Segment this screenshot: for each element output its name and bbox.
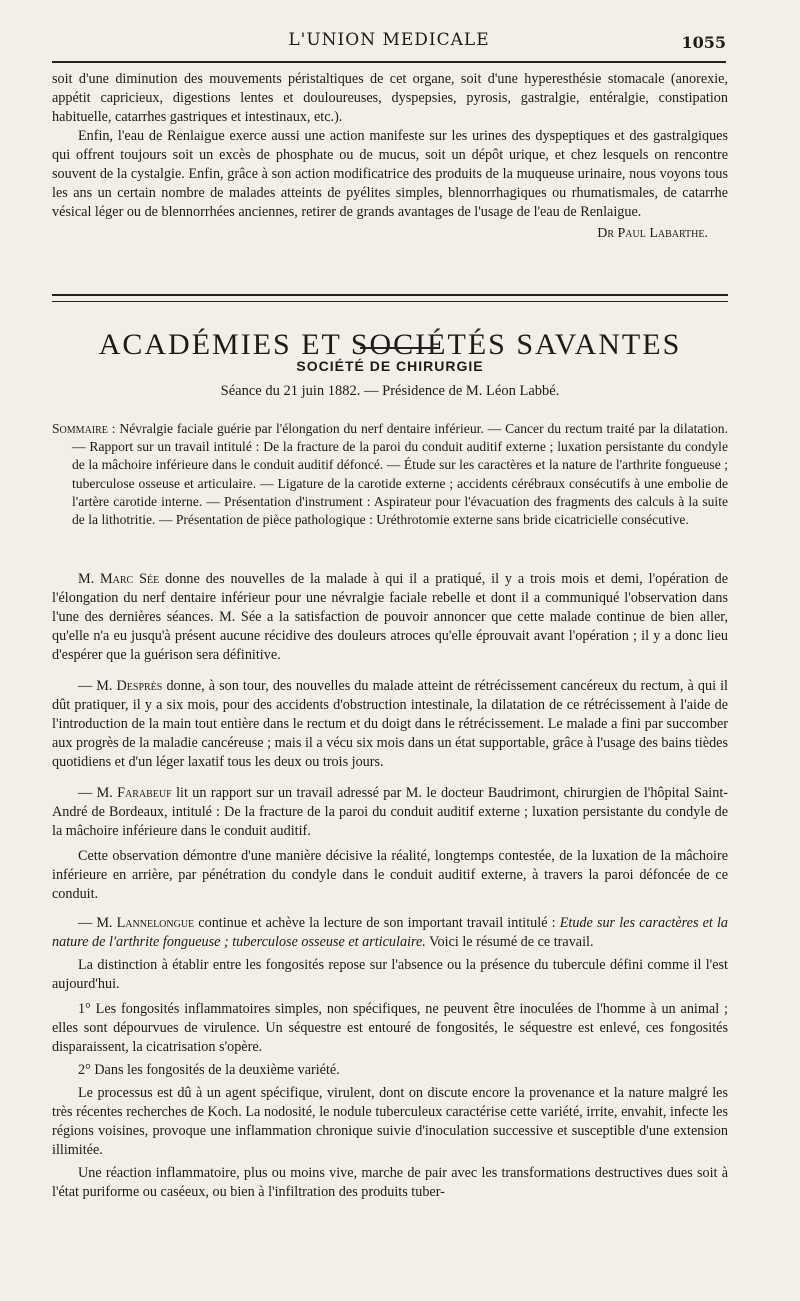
paragraph-distinction: La distinction à établir entre les fongosités repose sur l'absence ou la présence du tubercule défini comme il l'est aujourd'hui. xyxy=(52,957,728,992)
intro-paragraph-2: Enfin, l'eau de Renlaigue exerce aussi une action manifeste sur les urines des dyspeptiques et des gastralgiques qui offrent toujours soit un excès de phosphate ou de mucus, soit un dépôt urique, et chez lesquels on rencontre souvent de la cystalgie. Enfin, grâce à son action modificatrice des produits de la muqueuse urinaire, nous voyons tous les ans un certain nombre de malades atteints de pyélites simples, blennorrhagiques ou rhumatismales, de catarrhe vésical léger ou de blennorrhées anciennes, retirer de grands avantages de l'usage de l'eau de Renlaigue. xyxy=(52,128,728,220)
speaker-see: M. Marc Sée xyxy=(78,571,160,587)
header-rule xyxy=(52,61,726,63)
paragraph-point-1: 1° Les fongosités inflammatoires simples, non spécifiques, ne peuvent être inoculées de l'homme à un animal ; elles sont dépourvues de virulence. Un séquestre est entouré de fongosités, le séquestre est enlevé, ces fongosités disparaissent, la cicatrisation s'opère. xyxy=(52,1001,728,1055)
lead-lannelongue: — M. xyxy=(78,915,117,931)
intro-paragraph-1: soit d'une diminution des mouvements péristaltiques de cet organe, soit d'une hyperesthésie stomacale (anorexie, appétit capricieux, digestions lentes et douloureuses, dyspepsies, pyrosis, gastralgie, entéralgie, constipation habituelle, catarrhes gastriques et intestinaux, etc.). xyxy=(52,71,728,125)
text-see: donne des nouvelles de la malade à qui il a pratiqué, il y a trois mois et demi, l'opération de l'élongation du nerf dentaire inférieur pour une névralgie faciale rebelle et dont il a communiqué l'observation dans l'une des dernières séances. M. Sée a la satisfaction de pouvoir annoncer que cette malade continue de bien aller, qu'elle n'a eu jusqu'à présent aucune récidive des douleurs atroces qu'elle éprouvait avant l'opération ; il y a donc lieu d'espérer que la guérison sera définitive. xyxy=(52,571,728,663)
society-heading: SOCIÉTÉ DE CHIRURGIE xyxy=(296,358,484,374)
text-lannelongue-1: continue et achève la lecture de son important travail intitulé : xyxy=(194,915,560,931)
paragraph-point-2: 2° Dans les fongosités de la deuxième variété. xyxy=(78,1062,340,1078)
paragraph-lannelongue xyxy=(52,914,728,952)
body-block xyxy=(52,570,728,1202)
summary-label: Sommaire xyxy=(52,421,108,436)
lead-despres: — M. xyxy=(78,678,117,694)
speaker-farabeuf: Farabeuf xyxy=(117,785,172,801)
paragraph-see xyxy=(52,570,728,665)
page-number: 1055 xyxy=(681,33,726,52)
section-title: ACADÉMIES ET SOCIÉTÉS SAVANTES xyxy=(98,328,682,362)
running-title: L'UNION MEDICALE xyxy=(288,30,490,50)
work-title: Etude sur les caractères et la nature de l'arthrite fongueuse ; tuberculose osseuse et articulaire. xyxy=(52,915,729,950)
paragraph-despres xyxy=(52,677,728,772)
paragraph-processus: Le processus est dû à un agent spécifique, virulent, dont on discute encore la provenance et la nature malgré les très récentes recherches de Koch. La nodosité, le nodule tuberculeux caractérise cette variété, irrite, envahit, infecte les régions voisines, provoque une inflammation chronique suivie d'inoculation successive et susceptible d'une extension illimitée. xyxy=(52,1085,728,1158)
speaker-lannelongue: Lannelongue xyxy=(116,915,195,931)
page-header xyxy=(52,30,726,58)
paragraph-reaction: Une réaction inflammatoire, plus ou moins vive, marche de pair avec les transformations destructives dues soit à l'état puriforme ou caséeux, ou bien à l'infiltration des produits tuber- xyxy=(52,1165,728,1200)
speaker-despres: Desprès xyxy=(116,678,163,694)
section-divider xyxy=(52,294,728,302)
text-lannelongue-2: Voici le résumé de ce travail. xyxy=(425,934,594,950)
intro-block xyxy=(52,70,728,242)
summary-paragraph xyxy=(52,420,728,529)
paragraph-farabeuf xyxy=(52,784,728,841)
session-line: Séance du 21 juin 1882. — Présidence de M. Léon Labbé. xyxy=(220,383,560,399)
lead-farabeuf: — M. xyxy=(78,785,118,801)
title-underline xyxy=(360,347,440,349)
summary-block xyxy=(52,420,728,529)
text-despres: donne, à son tour, des nouvelles du malade atteint de rétrécissement cancéreux du rectum, à qui il dût pratiquer, il y a six mois, pour des accidents d'obstruction intestinale, la dilatation de ce rétrécissement à l'aide de l'introduction de la main tout entière dans le rectum et du doigt dans le rétrécissement. Le malade a fini par succomber aux progrès de la maladie cancéreuse ; mais il a vécu six mois dans un état supportable, grâce à l'usage des bains tièdes quotidiens et d'un léger laxatif tous les deux ou trois jours. xyxy=(52,678,728,770)
text-farabeuf: lit un rapport sur un travail adressé par M. le docteur Baudrimont, chirurgien de l'hôpital Saint-André de Bordeaux, intitulé : De la fracture de la paroi du conduit auditif externe ; luxation persistante du condyle de la mâchoire inférieure dans le conduit auditif. xyxy=(52,785,728,839)
author-signature: Dr Paul Labarthe. xyxy=(597,226,708,241)
paragraph-cette: Cette observation démontre d'une manière décisive la réalité, longtemps contestée, de la luxation de la mâchoire inférieure en arrière, par pénétration du condyle dans le conduit auditif externe, à travers la paroi défoncée de ce conduit. xyxy=(52,848,728,902)
summary-text: : Névralgie faciale guérie par l'élongation du nerf dentaire inférieur. — Cancer du rectum traité par la dilatation. — Rapport sur un travail intitulé : De la fracture de la paroi du conduit auditif externe ; luxation persistante du condyle de la mâchoire inférieure dans le conduit auditif défoncé. — Étude sur les caractères et la nature de l'arthrite fongueuse ; tuberculose osseuse et articulaire. — Ligature de la carotide externe ; accidents cérébraux consécutifs à une embolie de l'artère carotide interne. — Présentation d'instrument : Aspirateur pour l'évacuation des fragments des calculs à la suite de la lithotritie. — Présentation de pièce pathologique : Uréthrotomie externe sans bride cicatricielle consécutive. xyxy=(72,421,728,528)
